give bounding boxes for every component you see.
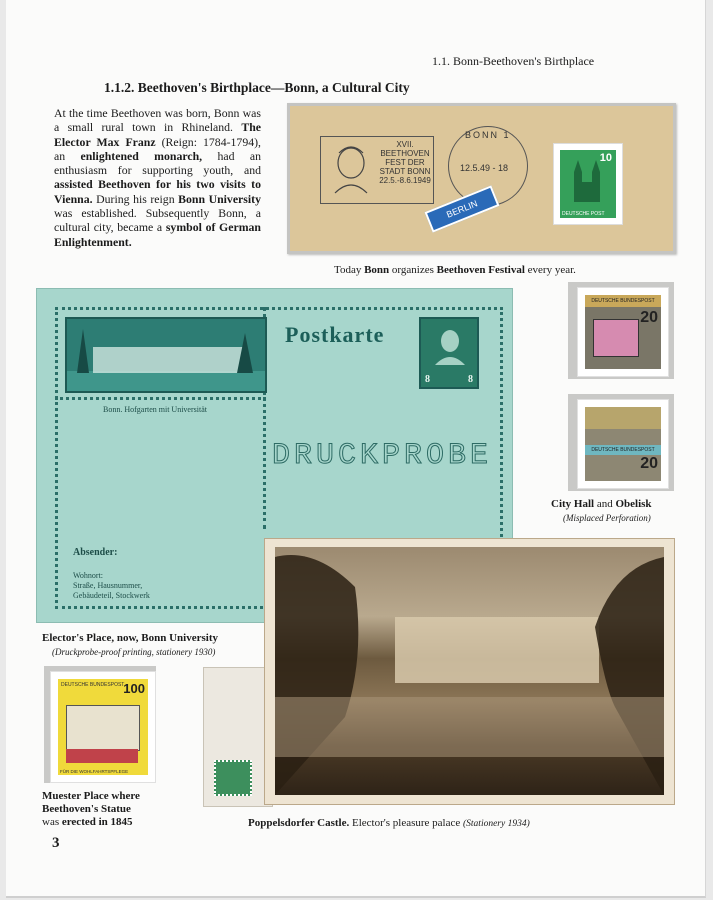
muenster-building bbox=[66, 705, 140, 751]
misplaced-perforation-stamp bbox=[578, 400, 668, 488]
caption-span: organizes bbox=[389, 264, 437, 276]
card-divider-horizontal bbox=[55, 397, 266, 400]
city-hall-stamp-mount bbox=[568, 282, 674, 379]
address-line: Wohnort: bbox=[73, 571, 104, 580]
city-hall-stamp bbox=[578, 288, 668, 376]
welfare-stamp-mount bbox=[44, 666, 156, 783]
festival-caption bbox=[334, 264, 576, 276]
berlin-notopfer-label: BERLIN bbox=[425, 185, 500, 232]
stamp-bottom-text: FÜR DIE WOHLFAHRTSPFLEGE bbox=[60, 769, 129, 774]
caption-bold: Poppelsdorfer Castle. bbox=[248, 817, 350, 829]
city-hall-caption bbox=[551, 498, 652, 510]
caption-span: was bbox=[42, 816, 62, 828]
slogan-cancel bbox=[320, 136, 434, 204]
page-number: 3 bbox=[52, 835, 60, 851]
caption-span: every year. bbox=[524, 264, 576, 276]
caption-bold: Beethoven Festival bbox=[436, 264, 525, 276]
cathedral-icon bbox=[568, 158, 606, 202]
cologne-cathedral-stamp bbox=[554, 144, 622, 224]
portrait-icon bbox=[435, 329, 465, 365]
university-building-icon bbox=[67, 319, 265, 391]
intro-bold: assisted Beethoven for his two visits to Vienna. bbox=[54, 177, 261, 206]
stamp-value-left: 8 bbox=[425, 374, 430, 385]
section-reference: 1.1. Bonn-Beethoven's Birthplace bbox=[432, 54, 595, 68]
castle-photo bbox=[275, 547, 664, 795]
intro-span: was established. Subsequently Bonn, a cultural city, became a bbox=[54, 206, 261, 235]
stamp-image bbox=[560, 150, 616, 218]
caption-bold: City Hall bbox=[551, 498, 595, 510]
intro-bold: Bonn University bbox=[178, 191, 261, 206]
castle-caption bbox=[248, 817, 530, 829]
obelisk-stamp-mount bbox=[568, 394, 674, 491]
imprinted-stamp bbox=[419, 317, 479, 389]
caption-span: Today bbox=[334, 264, 365, 276]
caption-line: Beethoven's Statue bbox=[42, 803, 131, 815]
druckprobe-perfin: DRUCKPROBE bbox=[272, 439, 493, 473]
beethoven-festival-cover bbox=[290, 106, 673, 251]
stamp-image bbox=[58, 679, 148, 775]
section-title: 1.1.2. Beethoven's Birthplace—Bonn, a Cultural City bbox=[104, 80, 410, 95]
picture-caption: Bonn. Hofgarten mit Universität bbox=[103, 405, 207, 414]
stamp-country: DEUTSCHE BUNDESPOST bbox=[585, 295, 661, 307]
caption-bold: Obelisk bbox=[615, 498, 652, 510]
caption-line: Muester Place where bbox=[42, 790, 140, 802]
stamp-value: 100 bbox=[123, 681, 145, 696]
address-line: Straße, Hausnummer, bbox=[73, 581, 143, 590]
sender-label: Absender: bbox=[73, 547, 118, 558]
stamp-value-right: 8 bbox=[468, 374, 473, 385]
caption-span: and bbox=[594, 498, 616, 510]
caption-span: Elector's pleasure palace bbox=[349, 817, 463, 829]
postkarte-title: Postkarte bbox=[285, 322, 385, 347]
poppelsdorfer-castle-postcard bbox=[264, 538, 675, 805]
caption-italic: (Stationery 1934) bbox=[463, 819, 530, 829]
intro-bold: enlightened monarch, bbox=[80, 148, 203, 163]
intro-span: (Reign: 1784-1794), an bbox=[54, 134, 261, 163]
album-page bbox=[6, 0, 706, 898]
postmark-date: 12.5.49 - 18 bbox=[460, 163, 509, 173]
university-picture bbox=[65, 317, 267, 393]
trees-icon bbox=[275, 547, 664, 795]
caption-bold: erected in 1845 bbox=[61, 816, 133, 828]
stamp-value: 20 bbox=[640, 309, 658, 326]
stamp-country: DEUTSCHE BUNDESPOST bbox=[61, 682, 125, 688]
intro-span: had an enthusiasm for supporting youth, and bbox=[54, 148, 261, 178]
address-lines bbox=[73, 571, 150, 601]
postmark-city: BONN 1 bbox=[465, 130, 511, 140]
intro-text bbox=[54, 106, 261, 249]
address-line: Gebäudeteil, Stockwerk bbox=[73, 591, 150, 600]
city-hall-building bbox=[593, 319, 639, 357]
stamp-image bbox=[585, 407, 661, 481]
elector-subcaption: (Druckprobe-proof printing, stationery 1930) bbox=[52, 647, 216, 657]
small-green-stamp bbox=[214, 760, 252, 796]
stamp-country: DEUTSCHE POST bbox=[562, 211, 605, 217]
intro-bold: The Elector Max Franz bbox=[54, 120, 261, 149]
muester-caption bbox=[42, 790, 140, 829]
intro-span: During his reign bbox=[92, 191, 179, 206]
muenster-place-stamp bbox=[51, 672, 155, 782]
stamp-image bbox=[585, 295, 661, 369]
intro-bold: symbol of German Enlightenment. bbox=[54, 220, 261, 249]
cancel-text: XVII. BEETHOVEN FEST DER STADT BONN 22.5.-8.6.1949 bbox=[379, 140, 431, 185]
stamp-value: 20 bbox=[640, 455, 658, 472]
stamp-value: 10 bbox=[599, 152, 612, 164]
elector-caption: Elector's Place, now, Bonn University bbox=[42, 632, 218, 644]
stamp-country: DEUTSCHE BUNDESPOST bbox=[585, 445, 661, 455]
caption-bold: Bonn bbox=[364, 264, 390, 276]
beethoven-portrait-icon bbox=[327, 143, 375, 195]
figures bbox=[66, 749, 138, 763]
intro-span: At the time Beethoven was born, Bonn was a small rural town in Rhineland. bbox=[54, 106, 261, 135]
city-hall-subcaption: (Misplaced Perforation) bbox=[563, 513, 651, 523]
obelisk-band bbox=[585, 407, 661, 429]
